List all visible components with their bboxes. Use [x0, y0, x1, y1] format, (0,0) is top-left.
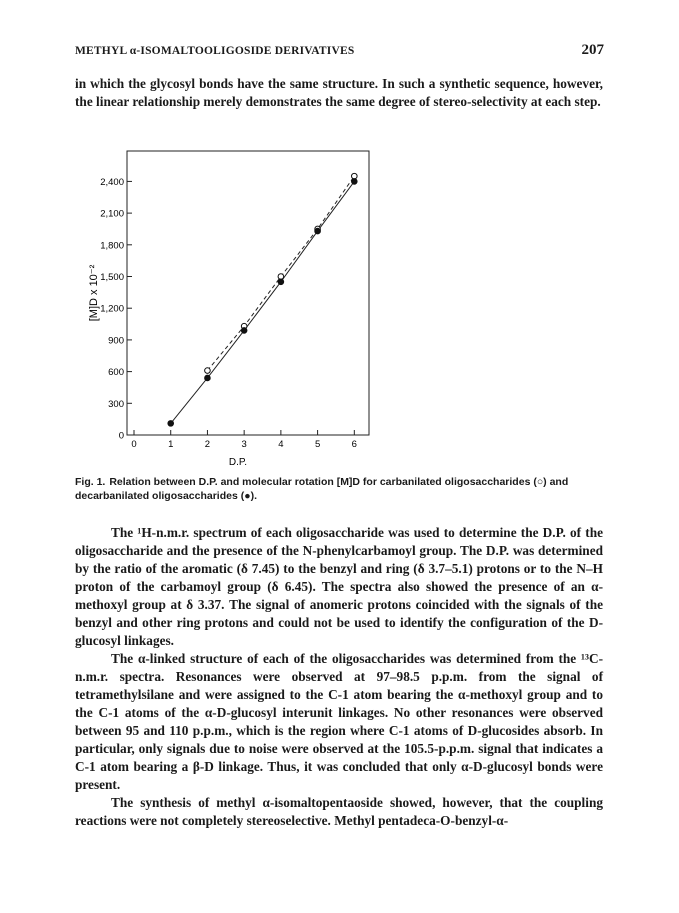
x-axis-label: D.P. [228, 457, 248, 468]
caption-label: Fig. 1. [75, 476, 106, 488]
body-section [75, 524, 603, 830]
y-tick-label: 2,400 [100, 176, 124, 188]
paragraph-nmr-13c: The α-linked structure of each of the oligosaccharides was determined from the ¹³C-n.m.r. spectra. Resonances were observed at 97–98.5 p.p.m. from the signal of tetramethylsilane and were assigned to the C-1 atom bearing the α-methoxyl group and to the C-1 atoms of the α-D-glucosyl interunit linkages. No other resonances were observed between 95 and 110 p.p.m., which is the region where C-1 atoms of D-glucosides absorb. In particular, only signals due to noise were observed at the 105.5-p.p.m. signal that indicates a C-1 atom bearing a β-D linkage. Thus, it was concluded that only α-D-glucosyl bonds were present. [75, 651, 603, 792]
running-head: METHYL α-ISOMALTOOLIGOSIDE DERIVATIVES [75, 45, 355, 57]
decarbanilated-line [171, 181, 355, 423]
x-tick-label: 6 [351, 439, 357, 450]
figure-1 [75, 143, 603, 478]
y-tick-label: 300 [108, 398, 124, 410]
figure-caption [75, 475, 605, 503]
decarbanilated-point [241, 328, 247, 334]
y-tick-label: 600 [108, 367, 124, 379]
series-points [168, 173, 357, 426]
x-tick-label: 4 [278, 439, 284, 450]
x-tick-label: 0 [131, 439, 137, 450]
decarbanilated-point [278, 279, 284, 285]
y-tick-label: 2,100 [100, 208, 124, 220]
series-lines [171, 176, 355, 423]
carbanilated-point [352, 173, 358, 179]
decarbanilated-point [205, 375, 211, 381]
decarbanilated-point [315, 228, 321, 234]
intro-text: in which the glycosyl bonds have the same structure. In such a synthetic sequence, however, the linear relationship merely demonstrates the same degree of stereo-selectivity at each step. [75, 76, 603, 109]
paragraph-nmr-1h: The ¹H-n.m.r. spectrum of each oligosaccharide was used to determine the D.P. of the oligosaccharide and the presence of the N-phenylcarbamoyl group. The D.P. was determined by the ratio of the aromatic (δ 7.45) to the benzyl and ring (δ 3.7–5.1) protons or to the N–H proton of the carbamoyl group (δ 6.45). The spectra also showed the presence of an α-methoxyl group at δ 3.37. The signal of anomeric protons coincided with the signals of the benzyl and other ring protons and could not be used to identify the configuration of the D-glucosyl linkages. [75, 525, 603, 648]
y-tick-label: 900 [108, 335, 124, 347]
x-tick-label: 5 [314, 439, 321, 450]
caption-text: Relation between D.P. and molecular rotation [M]D for carbanilated oligosaccharides (○) and decarbanilated oligosaccharides (●). [75, 476, 569, 502]
x-tick-label: 1 [168, 439, 174, 450]
y-tick-label: 1,200 [100, 303, 124, 315]
rotation-chart [75, 143, 603, 478]
plot-frame [127, 151, 369, 435]
carbanilated-point [278, 274, 284, 280]
page-number: 207 [581, 42, 604, 58]
x-axis [131, 430, 357, 450]
y-tick-label: 1,800 [100, 240, 124, 252]
decarbanilated-point [168, 421, 174, 427]
carbanilated-point [205, 368, 211, 374]
y-tick-label: 1,500 [100, 272, 124, 284]
paragraph-synthesis: The synthesis of methyl α-isomaltopentaoside showed, however, that the coupling reactions were not completely stereoselective. Methyl pentadeca-O-benzyl-α- [75, 795, 603, 828]
x-tick-label: 3 [241, 439, 247, 450]
y-tick-label: 0 [118, 430, 124, 442]
decarbanilated-point [352, 179, 358, 185]
x-tick-label: 2 [204, 439, 211, 450]
intro-paragraph [75, 75, 603, 111]
y-axis-label: [M]D x 10⁻² [88, 264, 100, 322]
